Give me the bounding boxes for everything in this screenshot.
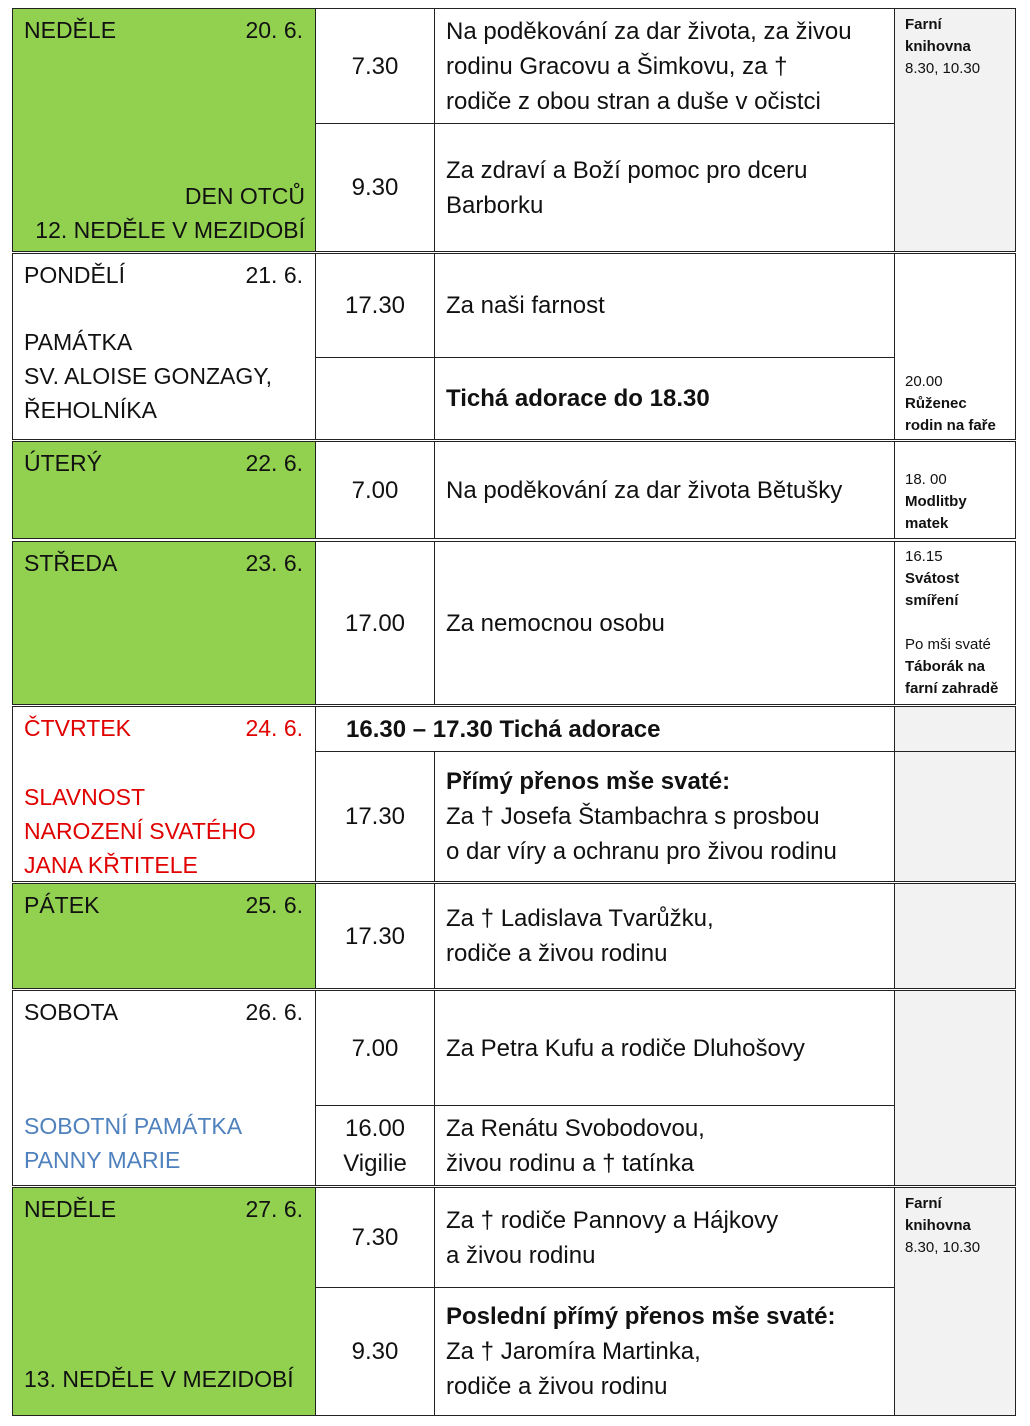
intention-line: rodiče a živou rodinu (446, 940, 668, 967)
note-text: 8.30, 10.30 (905, 1239, 981, 1256)
note-cell (894, 441, 1016, 539)
day-date: 21. 6. (245, 262, 303, 288)
day-cell-tuesday (12, 441, 316, 539)
mass-intention (434, 8, 895, 124)
mass-intention (434, 357, 895, 440)
day-date: 22. 6. (245, 450, 303, 476)
intention-line: Za Petra Kufu a rodiče Dluhošovy (446, 1034, 805, 1062)
mass-time (315, 1105, 435, 1186)
day-cell-friday (12, 883, 316, 989)
day-subtitle: 12. NEDĚLE V MEZIDOBÍ (35, 217, 305, 243)
mass-intention (434, 883, 895, 989)
intention-line: Za † Ladislava Tvarůžku, (446, 905, 714, 932)
mass-time: 7.30 (315, 1187, 435, 1288)
day-name: ÚTERÝ (24, 450, 102, 476)
note-bold: smíření (905, 592, 959, 609)
day-subtitle: PAMÁTKA (24, 329, 133, 355)
day-name: NEDĚLE (24, 1196, 117, 1222)
intention-line: Na poděkování za dar života Bětušky (446, 476, 843, 504)
note-cell (894, 751, 1016, 882)
note-cell (894, 253, 1016, 440)
day-subtitle: DEN OTCŮ (184, 183, 305, 209)
day-date: 25. 6. (245, 892, 303, 918)
day-date: 27. 6. (245, 1196, 303, 1222)
intention-line: Barborku (446, 191, 544, 219)
intention-line: Na poděkování za dar života, za živou (446, 17, 852, 45)
day-name: STŘEDA (24, 550, 118, 576)
note-cell (894, 990, 1016, 1186)
mass-intention (434, 1287, 895, 1416)
note-bold: Modlitby (905, 493, 967, 510)
day-cell-monday (12, 253, 316, 440)
note-bold: Svátost (905, 570, 960, 587)
day-name: ČTVRTEK (24, 715, 131, 741)
day-date: 26. 6. (245, 999, 303, 1025)
day-subtitle: PANNY MARIE (24, 1147, 181, 1173)
mass-intention (434, 1105, 895, 1186)
day-cell-thursday (12, 706, 316, 882)
note-bold: matek (905, 515, 949, 532)
broadcast-heading: Poslední přímý přenos mše svaté: (446, 1303, 836, 1330)
intention-line: Za † Jaromíra Martinka, (446, 1338, 701, 1365)
note-bold: Farní (905, 1195, 942, 1212)
note-text: 8.30, 10.30 (905, 60, 981, 77)
note-cell (894, 1187, 1016, 1416)
mass-intention (434, 441, 895, 539)
note-bold: rodin na faře (905, 417, 996, 434)
note-cell (894, 8, 1016, 252)
day-name: PÁTEK (24, 892, 100, 918)
intention-line: o dar víry a ochranu pro živou rodinu (446, 838, 837, 865)
day-cell-saturday (12, 990, 316, 1186)
mass-time: 9.30 (315, 123, 435, 252)
intention-line: Tichá adorace do 18.30 (446, 385, 710, 412)
intention-line: Za Renátu Svobodovou, (446, 1114, 705, 1142)
mass-time: 9.30 (315, 1287, 435, 1416)
mass-time: 17.30 (315, 883, 435, 989)
intention-line: rodinu Gracovu a Šimkovu, za † (446, 52, 788, 80)
day-name: PONDĚLÍ (24, 262, 125, 288)
mass-intention (434, 541, 895, 705)
mass-time: 7.00 (315, 990, 435, 1106)
mass-intention (434, 751, 895, 882)
mass-time: 7.00 (315, 441, 435, 539)
note-text: 18. 00 (905, 471, 947, 488)
day-name: SOBOTA (24, 999, 119, 1025)
mass-time: 17.00 (315, 541, 435, 705)
note-bold: Táborák na (905, 658, 986, 675)
day-cell-sunday-20 (12, 8, 316, 252)
mass-time: 17.30 (315, 751, 435, 882)
day-cell-wednesday (12, 541, 316, 705)
note-bold: Růženec (905, 395, 967, 412)
note-bold: Farní (905, 16, 942, 33)
intention-line: Za † rodiče Pannovy a Hájkovy (446, 1206, 779, 1234)
broadcast-heading: Přímý přenos mše svaté: (446, 768, 731, 795)
day-date: 23. 6. (245, 550, 303, 576)
note-cell (894, 541, 1016, 705)
note-text: 20.00 (905, 373, 943, 390)
day-subtitle: SV. ALOISE GONZAGY, (24, 363, 273, 389)
intention-line: Za naši farnost (446, 292, 605, 319)
intention-line: rodiče z obou stran a duše v očistci (446, 87, 821, 115)
day-subtitle: SOBOTNÍ PAMÁTKA (24, 1113, 243, 1139)
intention-line: Za † Josefa Štambachra s prosbou (446, 803, 820, 830)
intention-line: Za nemocnou osobu (446, 609, 665, 637)
mass-time: 7.30 (315, 8, 435, 124)
note-cell (894, 706, 1016, 752)
intention-line: a živou rodinu (446, 1241, 596, 1269)
mass-intention (434, 253, 895, 358)
note-bold: knihovna (905, 38, 971, 55)
mass-time (315, 357, 435, 440)
note-text: 16.15 (905, 548, 943, 565)
mass-time: 17.30 (315, 253, 435, 358)
intention-line: rodiče a živou rodinu (446, 1373, 668, 1400)
note-text: Po mši svaté (905, 636, 991, 653)
adoration-text: 16.30 – 17.30 Tichá adorace (346, 715, 661, 743)
day-subtitle: JANA KŘTITELE (24, 852, 198, 878)
day-cell-sunday-27 (12, 1187, 316, 1416)
mass-intention (434, 123, 895, 252)
day-subtitle: SLAVNOST (24, 784, 145, 810)
note-bold: farní zahradě (905, 680, 999, 697)
day-subtitle: 13. NEDĚLE V MEZIDOBÍ (24, 1366, 294, 1392)
adoration-row (315, 706, 895, 752)
mass-time-value: 16.00 (344, 1114, 406, 1142)
note-bold: knihovna (905, 1217, 971, 1234)
day-date: 24. 6. (245, 715, 303, 741)
mass-intention (434, 1187, 895, 1288)
day-subtitle: ŘEHOLNÍKA (24, 397, 157, 423)
note-cell (894, 883, 1016, 989)
intention-line: Za zdraví a Boží pomoc pro dceru (446, 156, 808, 184)
day-subtitle: NAROZENÍ SVATÉHO (24, 818, 256, 844)
mass-time-note: Vigilie (343, 1149, 407, 1177)
day-date: 20. 6. (245, 17, 303, 43)
intention-line: živou rodinu a † tatínka (446, 1149, 695, 1177)
day-name: NEDĚLE (24, 17, 117, 43)
mass-intention (434, 990, 895, 1106)
